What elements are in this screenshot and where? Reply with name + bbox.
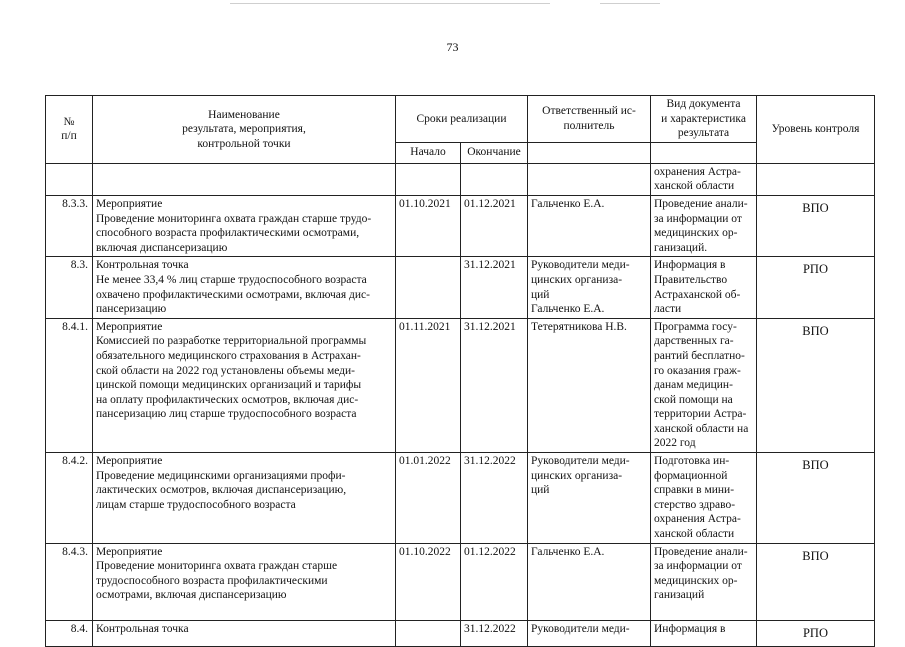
- cell-end: 31.12.2022: [461, 620, 528, 646]
- table-row: [46, 543, 875, 620]
- row-title: Мероприятие: [96, 455, 163, 468]
- scan-artifact-line: [600, 3, 660, 4]
- cell-control: ВПО: [757, 195, 875, 256]
- cell-start: 01.10.2021: [396, 195, 461, 256]
- cell-responsible: Руководители меди- цинских организа- ций Гальченко Е.А.: [528, 257, 651, 318]
- cell-control: РПО: [757, 257, 875, 318]
- cell-responsible: Тетерятникова Н.В.: [528, 318, 651, 452]
- header-responsible-empty: [528, 142, 651, 163]
- cell-doc: охранения Астра- ханской области: [651, 163, 757, 195]
- table-row: [46, 453, 875, 544]
- cell-doc: Программа госу- дарственных га- рантий бесплатно- го оказания граж- данам медицин- ской помощи на территории Астра- ханской области на 2022 год: [651, 318, 757, 452]
- table-row: [46, 195, 875, 256]
- row-desc: Проведение медицинскими организациями профи- лактических осмотров, включая диспансеризацию, лицам старше трудоспособного возраста: [96, 469, 347, 511]
- cell-control: ВПО: [757, 318, 875, 452]
- cell-empty: [396, 163, 461, 195]
- cell-empty: [528, 163, 651, 195]
- row-desc: Проведение мониторинга охвата граждан старше трудоспособного возраста профилактическими осмотрами, включая диспансеризацию: [96, 560, 338, 602]
- cell-responsible: Гальченко Е.А.: [528, 195, 651, 256]
- table-row: [46, 257, 875, 318]
- row-desc: Комиссией по разработке территориальной программы обязательного медицинского страхования в Астрахан- ской области на 2022 год установлены объемы меди- цинской помощи медицинских организаций и тарифы на оплату профилактических осмотров, включая дис- пансеризацию лиц старше трудоспособного возраста: [96, 335, 367, 421]
- cell-description: [93, 453, 396, 544]
- cell-num: 8.4.: [46, 620, 93, 646]
- header-row: [46, 96, 875, 143]
- cell-start: 01.10.2022: [396, 543, 461, 620]
- table-row: [46, 318, 875, 452]
- header-terms: Сроки реализации: [396, 96, 528, 143]
- header-doc-type: Вид документа и характеристика результата: [651, 96, 757, 143]
- row-title: Мероприятие: [96, 320, 163, 333]
- cell-doc: Подготовка ин- формационной справки в мини- стерство здраво- охранения Астра- ханской области: [651, 453, 757, 544]
- cell-empty: [461, 163, 528, 195]
- cell-start: 01.01.2022: [396, 453, 461, 544]
- cell-num: 8.3.: [46, 257, 93, 318]
- row-desc: Не менее 33,4 % лиц старше трудоспособного возраста охвачено профилактическими осмотрами, включая дис- пансеризацию: [96, 273, 370, 316]
- plan-table: [45, 95, 875, 647]
- cell-doc: Проведение анали- за информации от медицинских ор- ганизаций: [651, 543, 757, 620]
- cell-description: [93, 257, 396, 318]
- cell-description: [93, 543, 396, 620]
- page-number: 73: [446, 40, 459, 54]
- cell-responsible: Гальченко Е.А.: [528, 543, 651, 620]
- cell-control: ВПО: [757, 543, 875, 620]
- cell-doc: Информация в Правительство Астраханской об- ласти: [651, 257, 757, 318]
- cell-num: 8.4.3.: [46, 543, 93, 620]
- cell-end: 01.12.2022: [461, 543, 528, 620]
- cell-empty: [93, 163, 396, 195]
- cell-num: 8.4.1.: [46, 318, 93, 452]
- header-start: Начало: [396, 142, 461, 163]
- table-row-continuation: [46, 163, 875, 195]
- scan-artifact-line: [230, 3, 550, 4]
- cell-description: [93, 195, 396, 256]
- cell-end: 31.12.2021: [461, 318, 528, 452]
- cell-control: РПО: [757, 620, 875, 646]
- cell-description: [93, 620, 396, 646]
- cell-num: 8.3.3.: [46, 195, 93, 256]
- cell-empty: [757, 163, 875, 195]
- cell-num: 8.4.2.: [46, 453, 93, 544]
- table-row: [46, 620, 875, 646]
- cell-empty: [46, 163, 93, 195]
- cell-responsible: Руководители меди- цинских организа- ций: [528, 453, 651, 544]
- cell-start: 01.11.2021: [396, 318, 461, 452]
- header-doc-empty: [651, 142, 757, 163]
- header-name: Наименование результата, мероприятия, контрольной точки: [93, 96, 396, 164]
- header-responsible: Ответственный ис- полнитель: [528, 96, 651, 143]
- cell-doc: Проведение анали- за информации от медицинских ор- ганизаций.: [651, 195, 757, 256]
- header-num: № п/п: [46, 96, 93, 164]
- cell-description: [93, 318, 396, 452]
- row-title: Контрольная точка: [96, 259, 189, 272]
- cell-end: 31.12.2022: [461, 453, 528, 544]
- cell-responsible: Руководители меди-: [528, 620, 651, 646]
- header-end: Окончание: [461, 142, 528, 163]
- row-desc: Проведение мониторинга охвата граждан старше трудо- способного возраста профилактическими осмотрами, включая диспансеризацию: [96, 212, 372, 254]
- cell-end: 01.12.2021: [461, 195, 528, 256]
- cell-end: 31.12.2021: [461, 257, 528, 318]
- cell-doc: Информация в: [651, 620, 757, 646]
- row-title: Контрольная точка: [96, 622, 189, 635]
- header-control: Уровень контроля: [757, 96, 875, 164]
- cell-start: [396, 257, 461, 318]
- row-title: Мероприятие: [96, 545, 163, 558]
- cell-control: ВПО: [757, 453, 875, 544]
- cell-start: [396, 620, 461, 646]
- row-title: Мероприятие: [96, 197, 163, 210]
